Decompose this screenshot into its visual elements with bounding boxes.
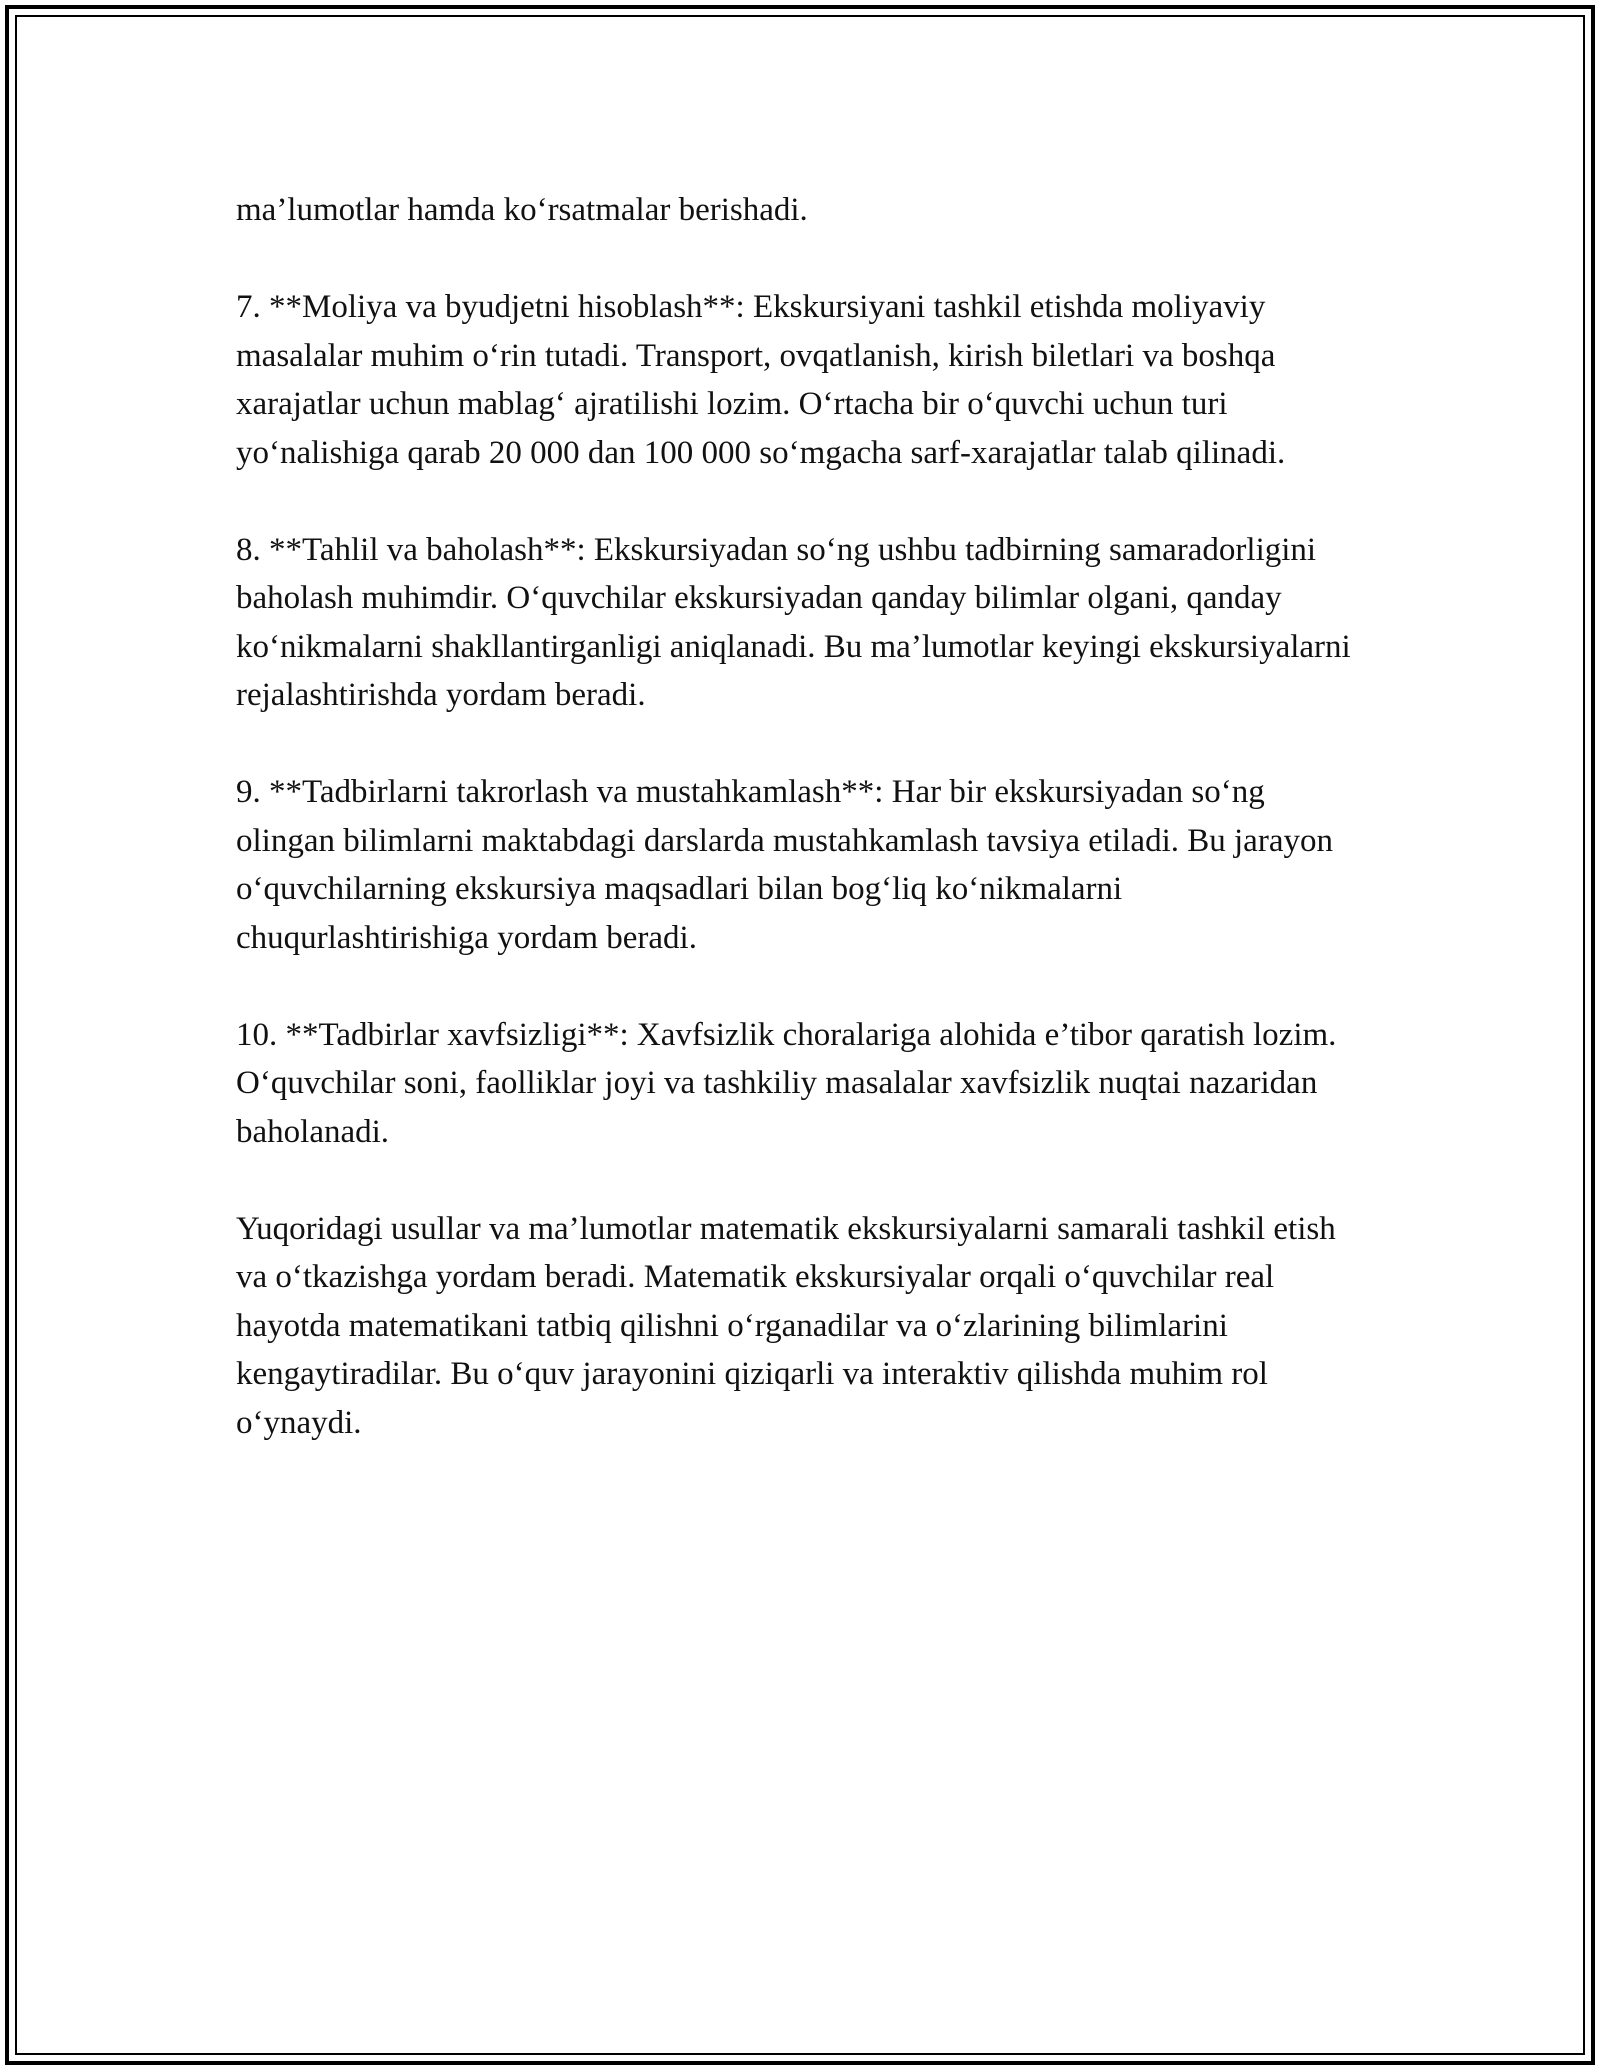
paragraph-item-10: 10. **Tadbirlar xavfsizligi**: Xavfsizlik choralariga alohida e’tibor qaratish lozim. O‘quvchilar soni, faolliklar joyi va tashkiliy masalalar xavfsizlik nuqtai nazaridan baholanadi. — [236, 1016, 1337, 1150]
document-body — [236, 186, 1366, 1447]
paragraph-item-9: 9. **Tadbirlarni takrorlash va mustahkamlash**: Har bir ekskursiyadan so‘ng olingan bilimlarni maktabdagi darslarda mustahkamlash tavsiya etiladi. Bu jarayon o‘quvchilarning ekskursiya maqsadlari bilan bog‘liq ko‘nikmalarni chuqurlashtirishiga yordam beradi. — [236, 774, 1333, 956]
paragraph-item-8: 8. **Tahlil va baholash**: Ekskursiyadan so‘ng ushbu tadbirning samaradorligini baholash muhimdir. O‘quvchilar ekskursiyadan qanday bilimlar olgani, qanday ko‘nikmalarni shakllantirganligi aniqlanadi. Bu ma’lumotlar keyingi ekskursiyalarni rejalashtirishda yordam beradi. — [236, 531, 1351, 713]
paragraph-conclusion: Yuqoridagi usullar va ma’lumotlar matematik ekskursiyalarni samarali tashkil etish va o‘tkazishga yordam beradi. Matematik ekskursiyalar orqali o‘quvchilar real hayotda matematikani tatbiq qilishni o‘rganadilar va o‘zlarining bilimlarini kengaytiradilar. Bu o‘quv jarayonini qiziqarli va interaktiv qilishda muhim rol o‘ynaydi. — [236, 1210, 1336, 1441]
paragraph-item-7: 7. **Moliya va byudjetni hisoblash**: Ekskursiyani tashkil etishda moliyaviy masalalar muhim o‘rin tutadi. Transport, ovqatlanish, kirish biletlari va boshqa xarajatlar uchun mablag‘ ajratilishi lozim. O‘rtacha bir o‘quvchi uchun turi yo‘nalishiga qarab 20 000 dan 100 000 so‘mgacha sarf-xarajatlar talab qilinadi. — [236, 289, 1286, 471]
paragraph-continuation: ma’lumotlar hamda ko‘rsatmalar berishadi. — [236, 192, 808, 228]
